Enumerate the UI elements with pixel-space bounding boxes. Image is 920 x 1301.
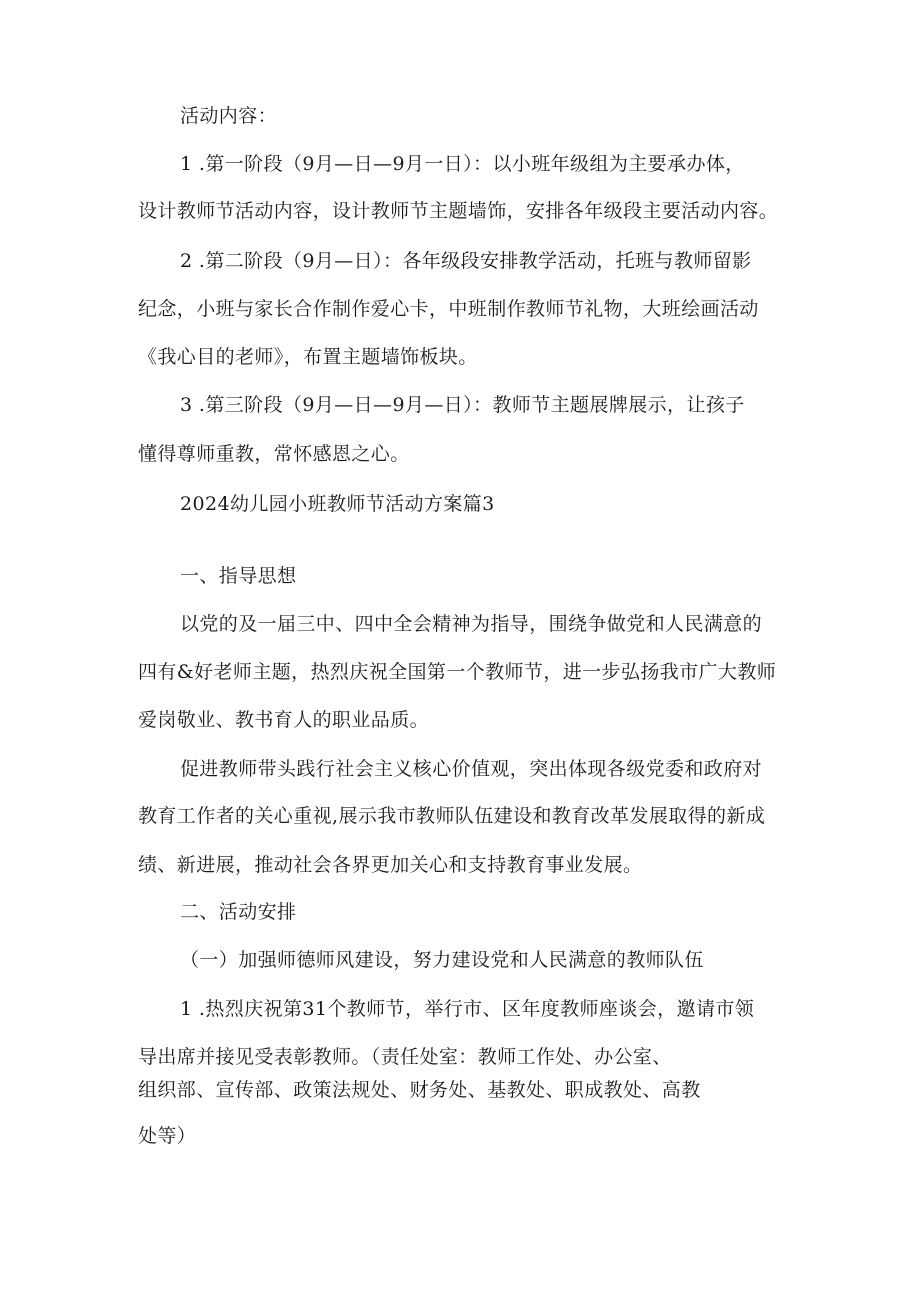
subsection-heading: （一）加强师德师风建设，努力建设党和人民满意的教师队伍 bbox=[180, 949, 704, 971]
section-heading-guiding-ideology: 一、指导思想 bbox=[180, 565, 297, 587]
paragraph-line: 3 .第三阶段（9月—日—9月—日）：教师节主题展牌展示，让孩子 bbox=[180, 394, 745, 416]
paragraph-line: 处等） bbox=[138, 1125, 197, 1147]
paragraph-line: 以党的及一届三中、四中全会精神为指导，围绕争做党和人民满意的 bbox=[180, 613, 763, 635]
paragraph-line: 纪念，小班与家长合作制作爱心卡，中班制作教师节礼物，大班绘画活动 bbox=[138, 298, 759, 320]
section-heading-activity-arrangement: 二、活动安排 bbox=[180, 901, 297, 923]
article-title: 2024幼儿园小班教师节活动方案篇3 bbox=[180, 493, 495, 515]
paragraph-line: 四有&好老师主题，热烈庆祝全国第一个教师节，进一步弘扬我市广大教师 bbox=[138, 661, 777, 683]
paragraph-line: 1 .热烈庆祝第31个教师节，举行市、区年度教师座谈会，邀请市领 bbox=[180, 998, 755, 1020]
paragraph-line: 教育工作者的关心重视,展示我市教师队伍建设和教育改革发展取得的新成 bbox=[138, 805, 766, 827]
paragraph-line: 1 .第一阶段（9月—日—9月一日）：以小班年级组为主要承办体， bbox=[180, 153, 745, 175]
paragraph-line: 《我心目的老师》，布置主题墙饰板块。 bbox=[138, 346, 478, 368]
paragraph-line: 绩、新进展，推动社会各界更加关心和支持教育事业发展。 bbox=[138, 854, 643, 876]
paragraph-line: 促进教师带头践行社会主义核心价值观，突出体现各级党委和政府对 bbox=[180, 758, 763, 780]
paragraph-line: 组织部、宣传部、政策法规处、财务处、基教处、职成教处、高教 bbox=[138, 1079, 701, 1101]
paragraph-line: 爱岗敬业、教书育人的职业品质。 bbox=[138, 709, 430, 731]
section-heading-activity-content: 活动内容： bbox=[180, 105, 278, 127]
paragraph-line: 设计教师节活动内容，设计教师节主题墙饰，安排各年级段主要活动内容。 bbox=[138, 200, 779, 222]
paragraph-line: 2 .第二阶段（9月—日）：各年级段安排教学活动，托班与教师留影 bbox=[180, 250, 752, 272]
paragraph-line: 导出席并接见受表彰教师。（责任处室：教师工作处、办公室、 bbox=[138, 1046, 672, 1068]
paragraph-line: 懂得尊师重教，常怀感恩之心。 bbox=[138, 443, 410, 465]
